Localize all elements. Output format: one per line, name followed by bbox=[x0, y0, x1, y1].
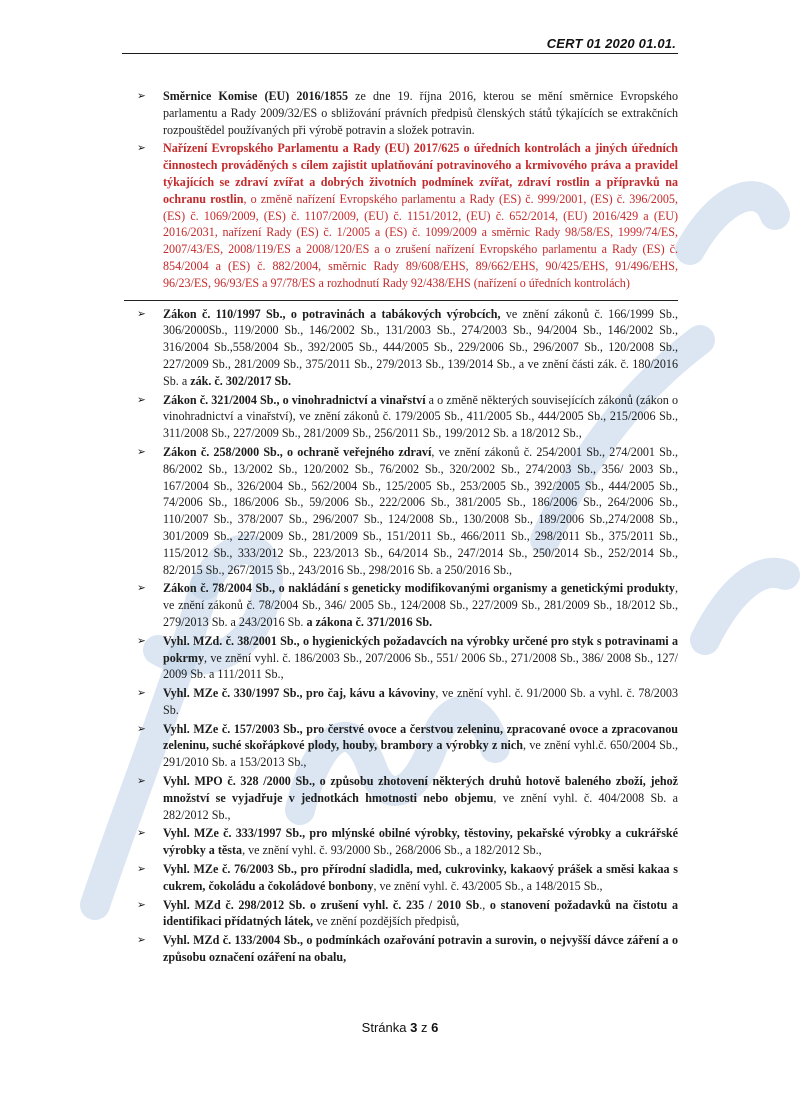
list-item bbox=[122, 773, 678, 823]
list-item-text: Vyhl. MZe č. 330/1997 Sb., pro čaj, kávu a kávoviny, ve znění vyhl. č. 91/2000 Sb. a vyhl. č. 78/2003 Sb. bbox=[163, 686, 678, 717]
bullet-arrow-icon: ➢ bbox=[137, 722, 146, 735]
doc-code: CERT 01 2020 01.01. bbox=[546, 36, 676, 51]
list-item-text: Vyhl. MZd č. 298/2012 Sb. o zrušení vyhl. č. 235 / 2010 Sb., o stanovení požadavků na čistotu a identifikaci přídatných látek, ve znění pozdějších předpisů, bbox=[163, 897, 678, 929]
footer-page-number: 3 bbox=[410, 1020, 418, 1035]
list-item bbox=[122, 897, 678, 931]
list-item bbox=[122, 444, 678, 578]
bullet-arrow-icon: ➢ bbox=[137, 307, 146, 320]
watermark-stroke bbox=[705, 573, 785, 640]
list-item bbox=[122, 633, 678, 683]
list-item bbox=[122, 306, 678, 390]
list-item bbox=[122, 580, 678, 630]
list-item-text: Nařízení Evropského Parlamentu a Rady (EU) 2017/625 o úředních kontrolách a jiných úředních činnostech prováděných s cílem zajistit uplatňování potravinového a krmivového práva a pravidel týkajících se zdraví zvířat a dobrých životních podmínek zvířat, zdraví rostlin a přípravků na ochranu rostlin, o změně nařízení Evropského parlamentu a Rady (ES) č. 999/2001, (ES) č. 396/2005, (ES) č. 1069/2009, (ES) č. 1107/2009, (EU) č. 1151/2012, (EU) č. 652/2014, (EU) 2016/429 a (EU) 2016/2031, nařízení Rady (ES) č. 1/2005 a (ES) č. 1099/2009 a směrnic Rady 98/58/ES, 1999/74/ES, 2007/43/ES, 2008/119/ES a 2008/120/ES a o zrušení nařízení Evropského parlamentu a Rady (ES) č. 854/2004 a (ES) č. 882/2004, směrnic Rady 89/608/EHS, 89/662/EHS, 90/425/EHS, 91/496/EHS, 96/23/ES, 96/93/ES a 97/78/ES a rozhodnutí Rady 92/438/EHS (nařízení o úředních kontrolách) bbox=[163, 141, 678, 290]
bullet-arrow-icon: ➢ bbox=[137, 393, 146, 406]
bullet-arrow-icon: ➢ bbox=[137, 898, 146, 911]
bullet-arrow-icon: ➢ bbox=[137, 775, 146, 788]
list-item-text: Vyhl. MPO č. 328 /2000 Sb., o způsobu zhotovení některých druhů hotově baleného zboží, jehož množství se vyjadřuje v jednotkách hmotnosti nebo objemu, ve znění vyhl. č. 404/2008 Sb. a 282/2012 Sb., bbox=[163, 774, 679, 822]
list-item-text: Zákon č. 110/1997 Sb., o potravinách a tabákových výrobcích, ve znění zákonů č. 166/1999 Sb., 306/2000Sb., 119/2000 Sb., 146/2002 Sb., 131/2003 Sb., 274/2003 Sb., 94/2004 Sb., 146/2002 Sb., 316/2004 Sb.,558/2004 Sb., 392/2005 Sb., 444/2005 Sb., 229/2006 Sb., 296/2007 Sb., 120/2008 Sb., 227/2009 Sb., 281/2009 Sb., 375/2011 Sb., 279/2013 Sb., 139/2014 Sb., a ve znění části zák. č. 180/2016 Sb. a zák. č. 302/2017 Sb. bbox=[163, 306, 678, 388]
list-item bbox=[122, 721, 678, 771]
list-item bbox=[122, 392, 678, 442]
bullet-arrow-icon: ➢ bbox=[137, 634, 146, 647]
list-item-text: Zákon č. 258/2000 Sb., o ochraně veřejného zdraví, ve znění zákonů č. 254/2001 Sb., 274/2001 Sb., 86/2002 Sb., 13/2002 Sb., 120/2002 Sb., 76/2002 Sb., 320/2002 Sb., 274/2003 Sb., 356/ 2003 Sb., 167/2004 Sb., 326/2004 Sb., 562/2004 Sb., 125/2005 Sb., 253/2005 Sb., 392/2005 Sb., 444/2005 Sb., 74/2006 Sb., 186/2006 Sb., 59/2006 Sb., 222/2006 Sb., 381/2005 Sb., 186/2006 Sb., 264/2006 Sb., 110/2007 Sb., 378/2007 Sb., 296/2007 Sb., 124/2008 Sb., 130/2008 Sb., 189/2006 Sb.,274/2008 Sb., 301/2009 Sb., 227/2009 Sb., 281/2009 Sb., 151/2011 Sb., 466/2011 Sb., 298/2011 Sb., 375/2011 Sb., 115/2012 Sb., 333/2012 Sb., 223/2013 Sb., 64/2014 Sb., 247/2014 Sb., 250/2014 Sb., 252/2014 Sb., 82/2015 Sb., 267/2015 Sb., 243/2016 Sb., 298/2016 Sb. a 250/2016 Sb., bbox=[163, 444, 678, 577]
list-item-text: Vyhl. MZe č. 76/2003 Sb., pro přírodní sladidla, med, cukrovinky, kakaový prášek a směsi kakaa s cukrem, čokoládu a čokoládové bonbony, ve znění vyhl. č. 43/2005 Sb., a 148/2015 Sb., bbox=[163, 862, 678, 893]
list-item-text: Zákon č. 78/2004 Sb., o nakládání s geneticky modifikovanými organismy a genetickými produkty, ve znění zákonů č. 78/2004 Sb., 346/ 2005 Sb., 124/2008 Sb., 227/2009 Sb., 281/2009 Sb., 18/2012 Sb., 279/2013 Sb. a 243/2016 Sb. a zákona č. 371/2016 Sb. bbox=[163, 581, 678, 629]
list-item-text: Vyhl. MZd č. 133/2004 Sb., o podmínkách ozařování potravin a surovin, o nejvyšší dávce záření a o způsobu označení ozáření na obalu, bbox=[163, 933, 678, 965]
bullet-arrow-icon: ➢ bbox=[137, 445, 146, 458]
list-item-text: Vyhl. MZd. č. 38/2001 Sb., o hygienických požadavcích na výrobky určené pro styk s potravinami a pokrmy, ve znění vyhl. č. 186/2003 Sb., 207/2006 Sb., 551/ 2006 Sb., 271/2008 Sb., 386/ 2008 Sb., 127/ 2009 Sb. a 111/2011 Sb., bbox=[163, 633, 678, 682]
list-item-text: Vyhl. MZe č. 333/1997 Sb., pro mlýnské obilné výrobky, těstoviny, pekařské výrobky a cukrářské výrobky a těsta, ve znění vyhl. č. 93/2000 Sb., 268/2006 Sb., a 182/2012 Sb., bbox=[163, 826, 678, 858]
bullet-arrow-icon: ➢ bbox=[137, 827, 146, 840]
bullet-arrow-icon: ➢ bbox=[137, 90, 146, 102]
list-item-text: Zákon č. 321/2004 Sb., o vinohradnictví a vinařství a o změně některých souvisejících zákonů (zákon o vinohradnictví a vinařství), ve znění zákonů č. 179/2005 Sb., 411/2005 Sb., 444/2005 Sb., 215/2006 Sb., 311/2008 Sb., 227/2009 Sb., 281/2009 Sb., 256/2011 Sb., 199/2012 Sb. a 18/2012 Sb., bbox=[163, 392, 678, 441]
list-item-text: Vyhl. MZe č. 157/2003 Sb., pro čerstvé ovoce a čerstvou zeleninu, zpracované ovoce a zpracovanou zeleninu, suché skořápkové plody, houby, brambory a výrobky z nich, ve znění vyhl.č. 650/2004 Sb., 291/2010 Sb. a 153/2013 Sb., bbox=[163, 721, 678, 770]
list-item bbox=[122, 932, 678, 966]
bullet-arrow-icon: ➢ bbox=[137, 582, 146, 595]
list-item bbox=[122, 140, 678, 291]
bullet-arrow-icon: ➢ bbox=[137, 863, 146, 876]
footer-page-total: 6 bbox=[431, 1020, 439, 1035]
footer-separator: z bbox=[420, 1020, 428, 1035]
bullet-arrow-icon: ➢ bbox=[137, 687, 146, 700]
section-divider bbox=[124, 300, 678, 301]
law-list bbox=[122, 88, 678, 968]
header-rule bbox=[122, 53, 678, 54]
watermark-stroke bbox=[690, 196, 775, 250]
list-item bbox=[122, 88, 678, 138]
list-item bbox=[122, 685, 678, 719]
page-header bbox=[122, 36, 678, 54]
bullet-arrow-icon: ➢ bbox=[137, 934, 146, 947]
list-item-text: Směrnice Komise (EU) 2016/1855 ze dne 19. října 2016, kterou se mění směrnice Evropského parlamentu a Rady 2009/32/ES o sbližování právních předpisů členských států týkajících se extrakčních rozpouštědel používaných při výrobě potravin a složek potravin. bbox=[163, 89, 678, 137]
page-footer bbox=[0, 1020, 800, 1035]
bullet-arrow-icon: ➢ bbox=[137, 142, 146, 155]
footer-page-label: Stránka bbox=[361, 1020, 407, 1035]
list-item bbox=[122, 861, 678, 895]
list-item bbox=[122, 825, 678, 859]
